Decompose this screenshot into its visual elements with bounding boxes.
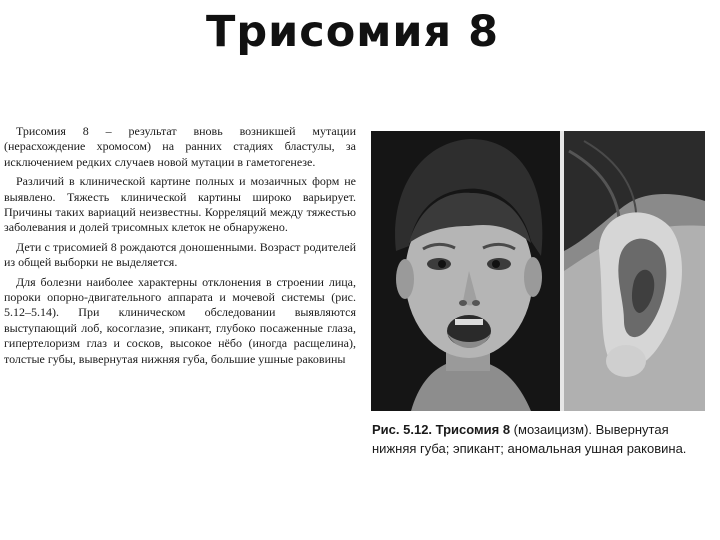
ear-photo [564, 131, 705, 411]
figure-caption [372, 420, 708, 458]
figure-photos [371, 131, 705, 411]
paragraph: Для болезни наиболее характерны отклонения в строении лица, пороки опорно-двигательного аппарата и мочевой системы (рис. 5.12–5.14). При клиническом обследовании выявляются выступающий лоб, косоглазие, эпикант, глубоко посаженные глаза, гипертелоризм глаз и сосков, высокое нёбо (иногда расщелина), толстые губы, вывернутая нижняя губа, большие ушные раковины [4, 274, 356, 366]
caption-label: Рис. 5.12. Трисомия 8 [372, 422, 511, 437]
paragraph: Трисомия 8 – результат вновь возникшей мутации (нерасхождение хромосом) на ранних стадиях бластулы, за исключением редких случаев новой мутации в гаметогенезе. [4, 124, 356, 169]
body-text [4, 124, 356, 486]
slide-title: Трисомия 8 [206, 7, 500, 57]
paragraph: Дети с трисомией 8 рождаются доношенными. Возраст родителей из общей выборки не выделяется. [4, 239, 356, 270]
paragraph: Различий в клинической картине полных и мозаичных форм не выявлено. Тяжесть клинической картины широко варьирует. Причины таких вариаций неизвестны. Корреляций между тяжестью заболевания и долей трисомных клеток не обнаружено. [4, 174, 356, 235]
caption-text: (мозаицизм). Вывернутая нижняя губа; эпикант; аномальная ушная раковина. [372, 422, 687, 456]
child-face-photo [371, 131, 560, 411]
